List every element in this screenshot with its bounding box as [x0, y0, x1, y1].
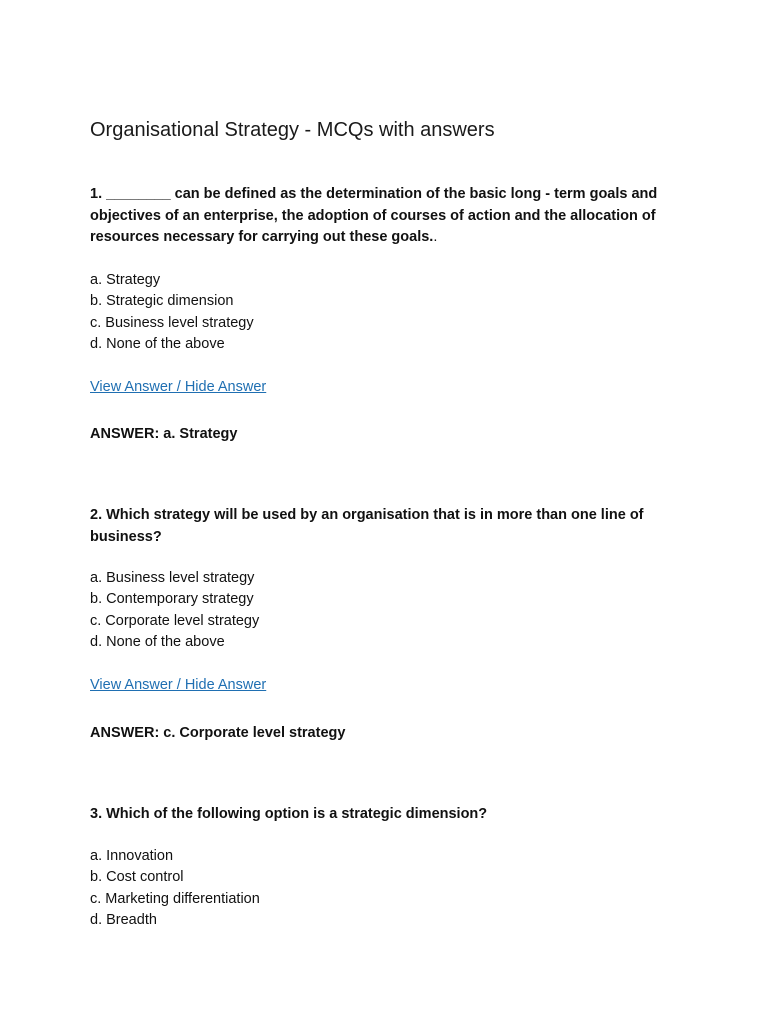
question-2-text: 2. Which strategy will be used by an organisation that is in more than one line of business? — [90, 507, 644, 545]
question-2-answer: ANSWER: c. Corporate level strategy — [90, 725, 346, 741]
question-1-answer: ANSWER: a. Strategy — [90, 426, 238, 442]
option-2b: b. Contemporary strategy — [90, 591, 254, 608]
option-2a: a. Business level strategy — [90, 570, 255, 586]
question-1-body: 1. ________ can be defined as the determination of the basic long - term goals and objectives of an enterprise, the adoption of courses of action and the allocation of resources necessary for carrying out these goals. — [90, 186, 658, 245]
option-3b: b. Cost control — [90, 869, 184, 886]
question-1-options — [90, 270, 254, 355]
option-1b: b. Strategic dimension — [90, 293, 234, 310]
question-2-toggle-answer-link[interactable]: View Answer / Hide Answer — [90, 677, 267, 693]
option-1c: c. Business level strategy — [90, 314, 254, 331]
option-3d: d. Breadth — [90, 911, 157, 928]
option-1a: a. Strategy — [90, 272, 161, 288]
option-2d: d. None of the above — [90, 633, 225, 650]
question-1-trail: . — [433, 229, 438, 245]
question-1-toggle-answer-link[interactable]: View Answer / Hide Answer — [90, 379, 267, 395]
question-2-options — [90, 568, 259, 653]
question-3-text: 3. Which of the following option is a strategic dimension? — [90, 806, 488, 822]
question-1-text — [90, 184, 680, 249]
option-3a: a. Innovation — [90, 848, 174, 864]
page-title: Organisational Strategy - MCQs with answers — [90, 119, 495, 141]
question-3-options — [90, 846, 260, 931]
option-1d: d. None of the above — [90, 335, 225, 352]
option-3c: c. Marketing differentiation — [90, 890, 260, 907]
option-2c: c. Corporate level strategy — [90, 612, 260, 629]
